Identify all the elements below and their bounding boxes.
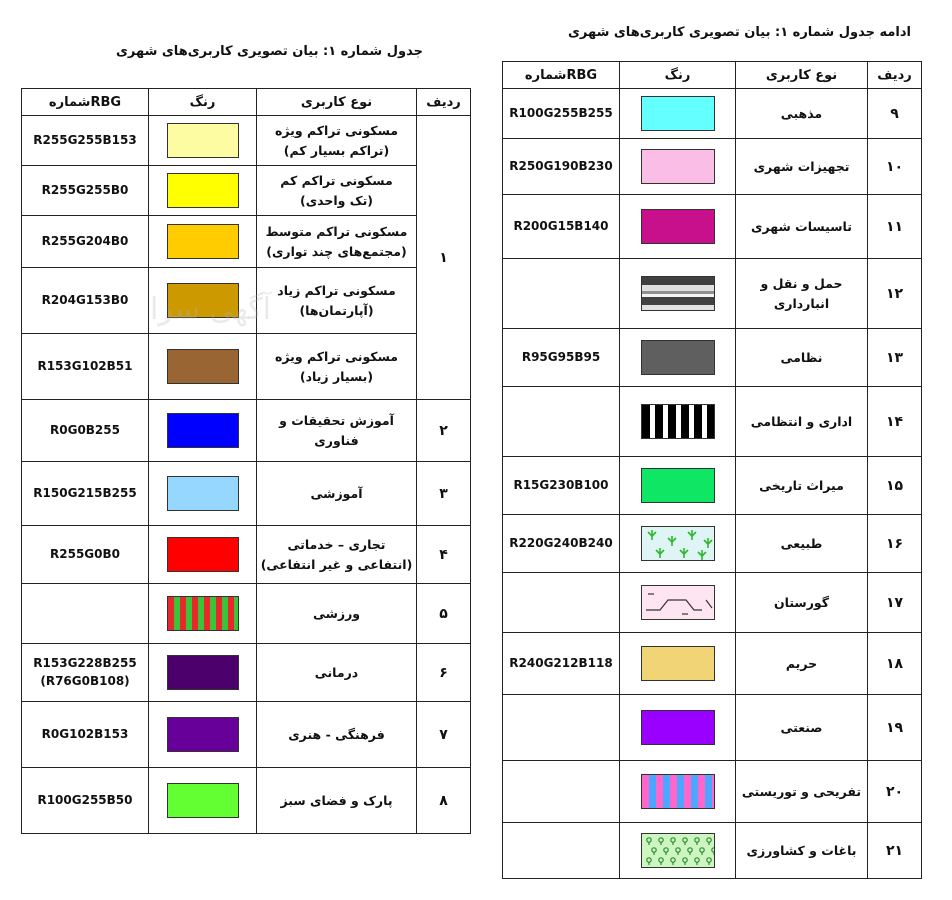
landuse-name-cell <box>736 695 868 761</box>
left-table-caption: جدول شماره ۱: بیان تصویری کاربری‌های شهری <box>116 44 423 59</box>
landuse-name: طبیعی <box>780 535 823 551</box>
row-number: ۱۳ <box>868 329 922 387</box>
color-swatch-cell <box>149 462 257 526</box>
table-row <box>22 462 471 526</box>
rgb-code-cell <box>22 166 149 216</box>
color-swatch-cell <box>149 166 257 216</box>
header-rownum: ردیف <box>868 62 922 89</box>
header-color: رنگ <box>149 89 257 116</box>
row-number: ۷ <box>417 702 471 768</box>
row-number: ۱۷ <box>868 573 922 633</box>
rgb-code-cell <box>22 644 149 702</box>
landuse-name: تجهیزات شهری <box>753 158 850 174</box>
landuse-name-cell <box>257 216 417 268</box>
rgb-code: R0G0B255 <box>50 422 120 437</box>
landuse-name: نظامی <box>780 349 823 365</box>
landuse-name: مسکونی تراکم ویژه <box>274 348 399 364</box>
landuse-name: اداری و انتظامی <box>750 413 853 429</box>
rgb-code-cell <box>22 462 149 526</box>
landuse-name: صنعتی <box>780 719 823 735</box>
rgb-code-cell <box>503 633 620 695</box>
rgb-code: R100G255B50 <box>37 792 133 807</box>
color-swatch-cell <box>149 400 257 462</box>
rgb-code-cell <box>22 334 149 400</box>
table-row <box>22 216 471 268</box>
landuse-name: پارک و فضای سبز <box>280 792 393 808</box>
color-swatch-cell <box>149 116 257 166</box>
rgb-code: R250G190B230 <box>509 158 613 173</box>
landuse-table-right <box>502 61 922 879</box>
watermark-logo: آگهی سرا <box>150 292 272 327</box>
rgb-code: R255G255B153 <box>33 132 137 147</box>
landuse-name-cell <box>257 268 417 334</box>
landuse-name-cell <box>257 400 417 462</box>
landuse-name-cell <box>736 139 868 195</box>
row-number: ۲۱ <box>868 823 922 879</box>
table-row <box>503 633 922 695</box>
color-swatch <box>641 468 715 503</box>
landuse-name: حریم <box>785 655 818 671</box>
landuse-subname: (تک واحدی) <box>299 192 373 208</box>
rgb-code: R95G95B95 <box>521 349 601 364</box>
row-number: ۱ <box>417 116 471 400</box>
table-header-row <box>503 62 922 89</box>
row-number: ۵ <box>417 584 471 644</box>
rgb-code: R153G102B51 <box>37 358 133 373</box>
color-swatch-cell <box>149 526 257 584</box>
rgb-code-cell <box>503 139 620 195</box>
color-swatch-cell <box>620 195 736 259</box>
pattern-swatch-tourism <box>641 774 715 809</box>
table-row <box>503 761 922 823</box>
rgb-code-cell <box>503 457 620 515</box>
color-swatch <box>641 96 715 131</box>
landuse-subname: (بسیار زیاد) <box>299 368 374 384</box>
header-landuse: نوع کاربری <box>736 62 868 89</box>
table-row <box>503 139 922 195</box>
pattern-swatch-garden <box>641 833 715 868</box>
table-row <box>22 584 471 644</box>
rgb-code: R240G212B118 <box>509 655 613 670</box>
table-row <box>22 400 471 462</box>
table-row <box>503 387 922 457</box>
landuse-name: فرهنگی - هنری <box>288 726 385 742</box>
rgb-code-cell <box>22 584 149 644</box>
landuse-name: تجاری – خدماتی <box>287 536 386 552</box>
color-swatch <box>167 413 239 448</box>
color-swatch <box>167 173 239 208</box>
table-row <box>503 457 922 515</box>
row-number: ۲ <box>417 400 471 462</box>
landuse-name: آموزش تحقیقات و فناوری <box>279 412 394 448</box>
landuse-name-cell <box>736 823 868 879</box>
color-swatch-cell <box>149 584 257 644</box>
color-swatch <box>641 710 715 745</box>
landuse-name-cell <box>257 116 417 166</box>
color-swatch-cell <box>620 633 736 695</box>
landuse-name-cell <box>257 462 417 526</box>
color-swatch <box>167 123 239 158</box>
row-number: ۸ <box>417 768 471 834</box>
color-swatch <box>167 224 239 259</box>
header-rgb: RBGشماره <box>503 62 620 89</box>
header-rownum: ردیف <box>417 89 471 116</box>
color-swatch <box>167 537 239 572</box>
color-swatch-cell <box>149 334 257 400</box>
table-row <box>503 515 922 573</box>
landuse-name: باغات و کشاورزی <box>746 842 857 858</box>
landuse-table-left <box>21 88 471 834</box>
color-swatch-cell <box>149 268 257 334</box>
landuse-subname: (انتفاعی و غیر انتفاعی) <box>260 556 413 572</box>
header-color: رنگ <box>620 62 736 89</box>
rgb-code-cell <box>22 768 149 834</box>
rgb-code: R15G230B100 <box>513 477 609 492</box>
landuse-name: تفریحی و توریستی <box>741 783 862 799</box>
color-swatch <box>641 340 715 375</box>
row-number: ۱۸ <box>868 633 922 695</box>
table-row <box>22 768 471 834</box>
landuse-name-cell <box>736 329 868 387</box>
color-swatch <box>167 283 239 318</box>
landuse-name-cell <box>257 166 417 216</box>
row-number: ۱۲ <box>868 259 922 329</box>
color-swatch <box>167 476 239 511</box>
color-swatch-cell <box>149 644 257 702</box>
color-swatch-cell <box>620 823 736 879</box>
color-swatch-cell <box>620 515 736 573</box>
row-number: ۱۶ <box>868 515 922 573</box>
right-table-caption: ادامه جدول شماره ۱: بیان تصویری کاربری‌های شهری <box>568 25 911 40</box>
color-swatch-cell <box>620 573 736 633</box>
pattern-swatch-nature <box>641 526 715 561</box>
landuse-name-cell <box>257 702 417 768</box>
table-row <box>503 329 922 387</box>
landuse-name-cell <box>257 768 417 834</box>
landuse-name-cell <box>736 259 868 329</box>
row-number: ۱۵ <box>868 457 922 515</box>
row-number: ۱۱ <box>868 195 922 259</box>
table-row <box>22 334 471 400</box>
rgb-code-cell <box>22 702 149 768</box>
landuse-name: مسکونی تراکم کم <box>280 172 393 188</box>
pattern-swatch-cemetery <box>641 585 715 620</box>
rgb-code-cell <box>22 400 149 462</box>
rgb-code-cell <box>22 216 149 268</box>
rgb-code: R255G0B0 <box>50 546 120 561</box>
row-number: ۹ <box>868 89 922 139</box>
rgb-code-cell <box>503 515 620 573</box>
table-row <box>22 166 471 216</box>
rgb-code-cell <box>503 259 620 329</box>
rgb-code-cell <box>503 89 620 139</box>
table-row <box>22 116 471 166</box>
table-row <box>503 695 922 761</box>
rgb-code-cell <box>503 195 620 259</box>
rgb-code: R255G255B0 <box>41 182 129 197</box>
landuse-name: مسکونی تراکم متوسط <box>265 223 408 239</box>
color-swatch-cell <box>620 139 736 195</box>
table-row <box>22 526 471 584</box>
rgb-code: R204G153B0 <box>41 292 129 307</box>
color-swatch <box>641 646 715 681</box>
table-row <box>503 259 922 329</box>
header-landuse: نوع کاربری <box>257 89 417 116</box>
rgb-code-cell <box>503 823 620 879</box>
landuse-name: گورستان <box>773 594 830 610</box>
rgb-code: R220G240B240 <box>509 535 613 550</box>
row-number: ۱۹ <box>868 695 922 761</box>
color-swatch <box>641 149 715 184</box>
table-row <box>22 644 471 702</box>
landuse-name-cell <box>736 633 868 695</box>
table-row <box>503 823 922 879</box>
row-number: ۱۴ <box>868 387 922 457</box>
row-number: ۶ <box>417 644 471 702</box>
row-number: ۴ <box>417 526 471 584</box>
rgb-code-cell <box>22 268 149 334</box>
color-swatch-cell <box>620 259 736 329</box>
landuse-name-cell <box>736 761 868 823</box>
landuse-name: ورزشی <box>312 605 361 621</box>
rgb-code: R200G15B140 <box>513 218 609 233</box>
color-swatch <box>167 349 239 384</box>
rgb-code-cell <box>503 329 620 387</box>
landuse-name: حمل و نقل و انبارداری <box>760 275 843 311</box>
color-swatch-cell <box>149 702 257 768</box>
table-header-row <box>22 89 471 116</box>
landuse-name-cell <box>736 89 868 139</box>
landuse-name: مسکونی تراکم ویژه <box>274 122 399 138</box>
color-swatch-cell <box>149 768 257 834</box>
landuse-subname: (مجتمع‌های چند تواری) <box>266 243 407 259</box>
landuse-name: تاسیسات شهری <box>751 218 852 234</box>
rgb-code-cell <box>22 526 149 584</box>
rgb-code-cell <box>503 387 620 457</box>
table-row <box>22 268 471 334</box>
table-row <box>503 195 922 259</box>
header-rgb: RBGشماره <box>22 89 149 116</box>
rgb-code-cell <box>503 573 620 633</box>
landuse-name-cell <box>257 644 417 702</box>
rgb-code-cell <box>22 116 149 166</box>
color-swatch-cell <box>620 695 736 761</box>
color-swatch-cell <box>620 387 736 457</box>
color-swatch-cell <box>149 216 257 268</box>
rgb-code-cell <box>503 761 620 823</box>
rgb-code: R153G228B255 <box>33 656 137 671</box>
row-number: ۲۰ <box>868 761 922 823</box>
rgb-code: R100G255B255 <box>509 105 613 120</box>
row-number: ۳ <box>417 462 471 526</box>
rgb-code: R0G102B153 <box>41 726 129 741</box>
landuse-name-cell <box>736 573 868 633</box>
landuse-name-cell <box>257 584 417 644</box>
color-swatch <box>167 655 239 690</box>
landuse-name-cell <box>736 195 868 259</box>
color-swatch-cell <box>620 761 736 823</box>
landuse-name: آموزشی <box>310 485 363 501</box>
landuse-name-cell <box>257 526 417 584</box>
landuse-name: درمانی <box>314 664 359 680</box>
landuse-name-cell <box>257 334 417 400</box>
landuse-subname: (آپارتمان‌ها) <box>299 302 374 318</box>
landuse-name: مذهبی <box>780 105 823 121</box>
landuse-name: مسکونی تراکم زیاد <box>277 282 396 298</box>
pattern-swatch-admin <box>641 404 715 439</box>
landuse-name-cell <box>736 457 868 515</box>
rgb-code: R150G215B255 <box>33 485 137 500</box>
rgb-code: R255G204B0 <box>41 233 129 248</box>
table-row <box>22 702 471 768</box>
pattern-swatch-transport <box>641 276 715 311</box>
color-swatch-cell <box>620 329 736 387</box>
table-row <box>503 573 922 633</box>
color-swatch-cell <box>620 89 736 139</box>
color-swatch-cell <box>620 457 736 515</box>
pattern-swatch-sport <box>167 596 239 631</box>
landuse-name: میراث تاریخی <box>759 477 844 493</box>
color-swatch <box>167 783 239 818</box>
landuse-subname: (تراکم بسیار کم) <box>283 142 390 158</box>
table-row <box>503 89 922 139</box>
rgb-code-alt: (R76G0B108) <box>40 673 130 688</box>
row-number: ۱۰ <box>868 139 922 195</box>
landuse-name-cell <box>736 387 868 457</box>
color-swatch <box>167 717 239 752</box>
color-swatch <box>641 209 715 244</box>
landuse-name-cell <box>736 515 868 573</box>
rgb-code-cell <box>503 695 620 761</box>
